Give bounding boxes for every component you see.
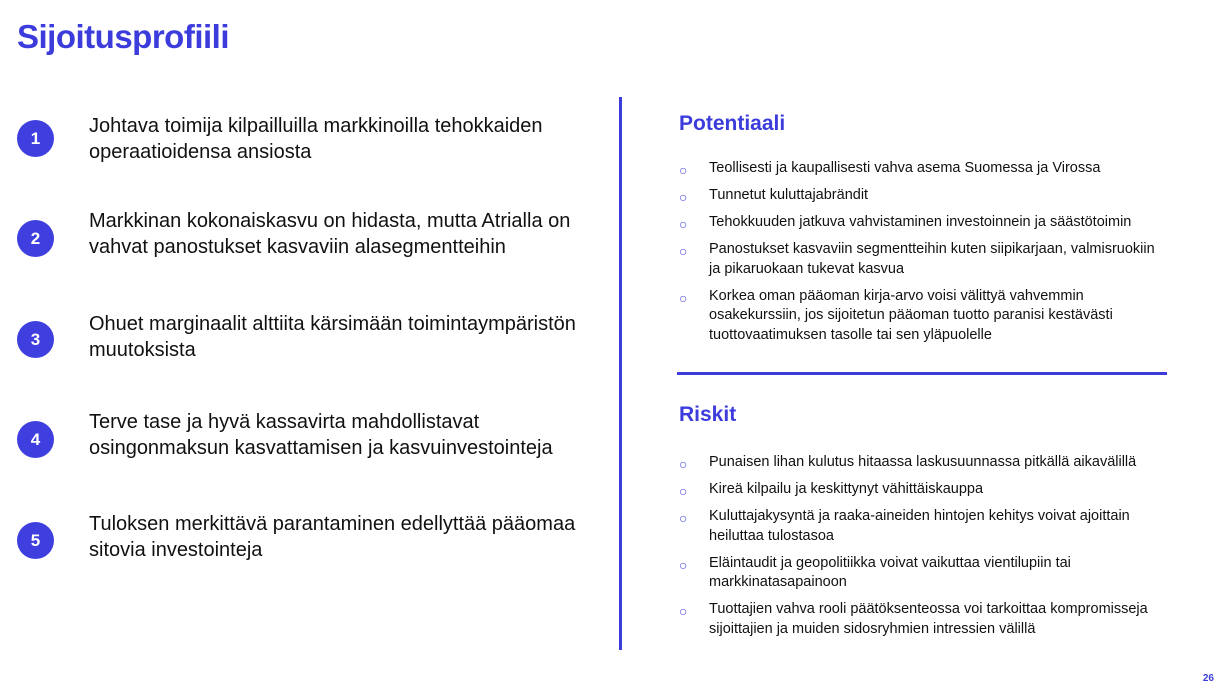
circle-bullet-icon: ○: [679, 556, 688, 573]
circle-bullet-icon: ○: [679, 189, 688, 205]
risks-heading: Riskit: [679, 403, 737, 426]
profile-item-text: Terve tase ja hyvä kassavirta mahdollistavat osingonmaksun kasvattamisen ja kasvuinvestointeja: [89, 411, 553, 459]
profile-item-text: Ohuet marginaalit alttiita kärsimään toimintaympäristön muutoksista: [89, 313, 576, 361]
circle-bullet-icon: ○: [679, 603, 688, 619]
circle-bullet-icon: ○: [679, 289, 688, 306]
horizontal-divider: [677, 372, 1167, 375]
potential-item: [679, 186, 1169, 206]
profile-item-text: Johtava toimija kilpailluilla markkinoilla tehokkaiden operaatioidensa ansiosta: [89, 115, 543, 163]
potential-item-text: Tehokkuuden jatkuva vahvistaminen investoinnein ja säästötoimin: [709, 214, 1132, 230]
potential-item: [679, 213, 1169, 233]
risk-item-text: Eläintaudit ja geopolitiikka voivat vaikuttaa vientilupiin tai markkinatasapainoon: [709, 554, 1071, 590]
potential-item-text: Korkea oman pääoman kirja-arvo voisi välittyä vahvemmin osakekurssiin, jos sijoitetun pääoman tuotto paranisi kestävästi tuottovaatimuksen tasolle tai sen yläpuolelle: [709, 287, 1113, 343]
number-badge: 4: [17, 421, 54, 458]
risk-item: [679, 554, 1169, 593]
page-number: 26: [1202, 673, 1214, 684]
number-badge: 3: [17, 321, 54, 358]
potential-item-text: Teollisesti ja kaupallisesti vahva asema Suomessa ja Virossa: [709, 160, 1101, 176]
potential-item: [679, 240, 1169, 279]
potential-item-text: Panostukset kasvaviin segmentteihin kuten siipikarjaan, valmisruokiin ja pikaruokaan tukevat kasvua: [709, 241, 1155, 277]
potential-item: [679, 159, 1169, 179]
page-title: Sijoitusprofiili: [17, 18, 229, 55]
vertical-divider: [619, 97, 622, 650]
number-badge: 1: [17, 120, 54, 157]
risk-item: [679, 453, 1169, 473]
potential-list: [679, 159, 1169, 353]
risk-item: [679, 600, 1169, 639]
risk-item-text: Punaisen lihan kulutus hitaassa laskusuunnassa pitkällä aikavälillä: [709, 454, 1137, 470]
circle-bullet-icon: ○: [679, 456, 688, 472]
number-badge: 2: [17, 220, 54, 257]
circle-bullet-icon: ○: [679, 216, 688, 232]
risk-item-text: Kuluttajakysyntä ja raaka-aineiden hintojen kehitys voivat ajoittain heiluttaa tulostasoa: [709, 508, 1130, 544]
circle-bullet-icon: ○: [679, 510, 688, 526]
circle-bullet-icon: ○: [679, 162, 688, 178]
risk-item: [679, 507, 1169, 546]
potential-heading: Potentiaali: [679, 112, 786, 135]
risk-item-text: Tuottajien vahva rooli päätöksenteossa voi tarkoittaa kompromisseja sijoittajien ja muiden sidosryhmien intressien välillä: [709, 601, 1148, 637]
risks-list: [679, 453, 1169, 647]
profile-item-text: Tuloksen merkittävä parantaminen edellyttää pääomaa sitovia investointeja: [89, 513, 576, 561]
circle-bullet-icon: ○: [679, 483, 688, 499]
potential-item-text: Tunnetut kuluttajabrändit: [709, 187, 869, 203]
risk-item: [679, 480, 1169, 500]
potential-item: [679, 287, 1169, 346]
profile-item-text: Markkinan kokonaiskasvu on hidasta, mutta Atrialla on vahvat panostukset kasvaviin alasegmentteihin: [89, 210, 571, 258]
number-badge: 5: [17, 522, 54, 559]
risk-item-text: Kireä kilpailu ja keskittynyt vähittäiskauppa: [709, 481, 984, 497]
circle-bullet-icon: ○: [679, 243, 688, 259]
